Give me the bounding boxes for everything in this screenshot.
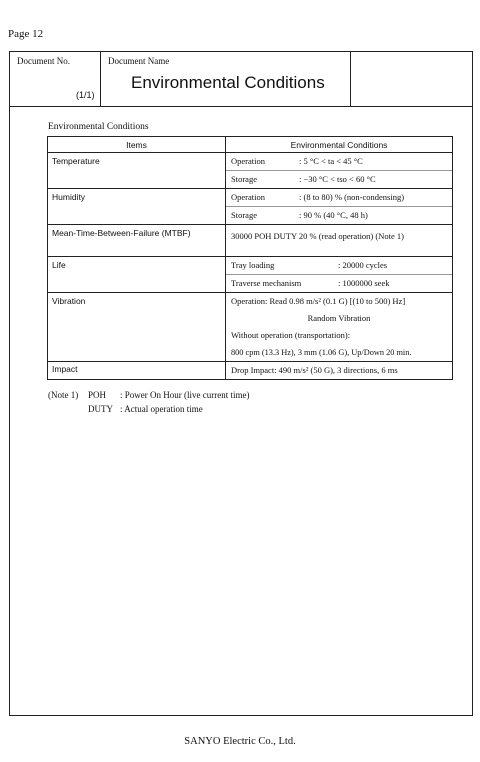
header-divider [10, 106, 472, 107]
environmental-conditions-table [47, 136, 453, 380]
condition-mtbf [226, 225, 453, 257]
page-number: Page 12 [8, 28, 44, 40]
humidity-storage-value: : 90 % (40 °C, 48 h) [299, 210, 368, 220]
vibration-line-2: Random Vibration [307, 313, 371, 323]
document-number-cell [10, 52, 101, 106]
condition-temperature [226, 153, 453, 189]
table-row-impact [48, 362, 453, 380]
document-name-cell [101, 52, 351, 106]
life-tray-key: Tray loading [231, 260, 275, 270]
column-header-conditions: Environmental Conditions [226, 137, 453, 153]
temperature-storage-key: Storage [231, 174, 257, 184]
document-number-label: Document No. [17, 56, 70, 66]
mtbf-text: 30000 POH DUTY 20 % (read operation) (Note 1) [231, 231, 404, 241]
item-life: Life [48, 257, 226, 293]
life-tray-value: : 20000 cycles [338, 260, 388, 270]
table-header-row [48, 137, 453, 153]
vibration-line-4: 800 cpm (13.3 Hz), 3 mm (1.06 G), Up/Down 20 min. [231, 348, 412, 357]
table-row-mtbf [48, 225, 453, 257]
temperature-storage-value: : −30 °C < tso < 60 °C [299, 174, 376, 184]
section-title: Environmental Conditions [48, 122, 149, 132]
life-traverse-value: : 1000000 seek [338, 278, 390, 288]
vibration-line-3: Without operation (transportation): [231, 330, 351, 340]
note-tag: (Note 1) [48, 390, 79, 400]
notes-block [48, 388, 249, 416]
item-mtbf: Mean-Time-Between-Failure (MTBF) [48, 225, 226, 257]
humidity-operation-key: Operation [231, 192, 265, 202]
item-impact: Impact [48, 362, 226, 380]
condition-impact [226, 362, 453, 380]
document-title: Environmental Conditions [131, 73, 325, 92]
note-duty-definition: : Actual operation time [120, 404, 203, 414]
item-humidity: Humidity [48, 189, 226, 225]
life-traverse-key: Traverse mechanism [231, 278, 302, 288]
table-row-life [48, 257, 453, 293]
condition-life [226, 257, 453, 293]
column-header-items: Items [48, 137, 226, 153]
impact-text: Drop Impact: 490 m/s² (50 G), 3 directions, 6 ms [231, 365, 398, 375]
vibration-line-1: Operation: Read 0.98 m/s² (0.1 G) [(10 to 500) Hz] [231, 296, 406, 306]
humidity-operation-value: : (8 to 80) % (non-condensing) [299, 192, 405, 202]
humidity-storage-key: Storage [231, 210, 257, 220]
note-poh-abbr: POH [88, 390, 107, 400]
document-number-value: (1/1) [76, 90, 95, 100]
note-poh-definition: : Power On Hour (live current time) [120, 390, 250, 400]
condition-humidity [226, 189, 453, 225]
temperature-operation-key: Operation [231, 156, 265, 166]
note-duty-abbr: DUTY [88, 404, 113, 414]
table-row-temperature [48, 153, 453, 189]
condition-vibration [226, 293, 453, 362]
company-footer: SANYO Electric Co., Ltd. [184, 736, 296, 747]
temperature-operation-value: : 5 °C < ta < 45 °C [299, 156, 363, 166]
table-row-humidity [48, 189, 453, 225]
table-row-vibration [48, 293, 453, 362]
document-name-label: Document Name [108, 56, 170, 66]
item-temperature: Temperature [48, 153, 226, 189]
item-vibration: Vibration [48, 293, 226, 362]
